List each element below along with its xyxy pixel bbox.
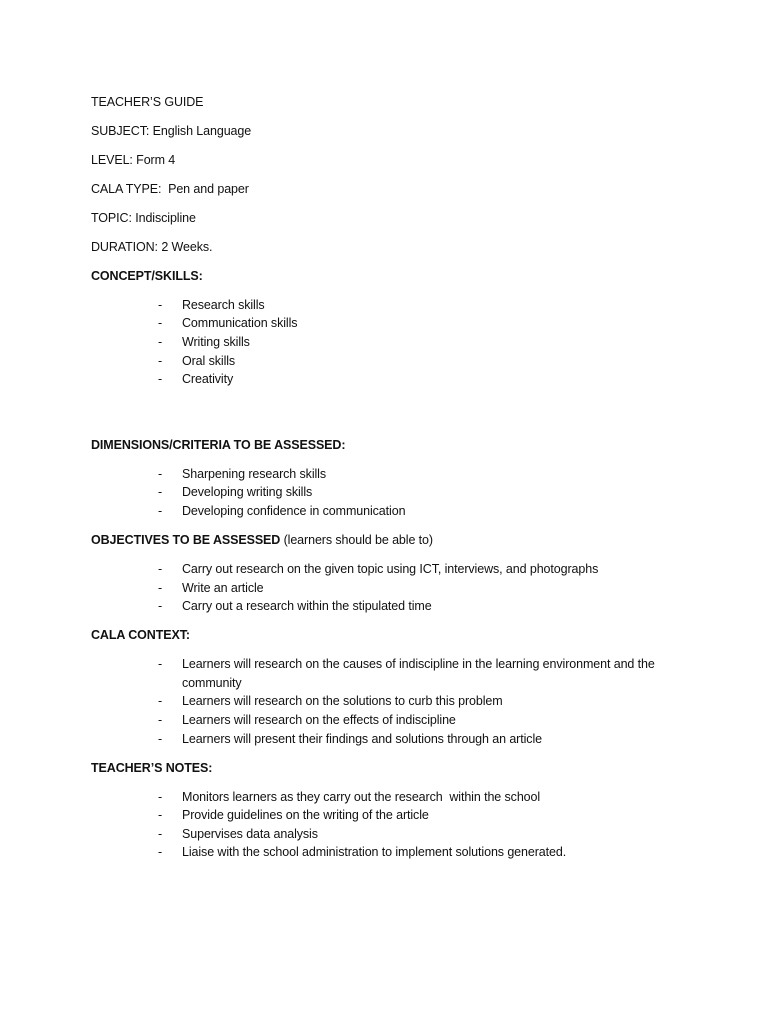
- list-dash: -: [158, 485, 163, 500]
- list-item: - Writing skills: [91, 333, 711, 352]
- document-content: [91, 93, 711, 862]
- duration-label: DURATION:: [91, 239, 158, 254]
- list-item: - Sharpening research skills: [91, 465, 711, 484]
- cala-context-heading: CALA CONTEXT:: [91, 628, 190, 643]
- level-line: [91, 151, 711, 170]
- level-label: LEVEL:: [91, 152, 133, 167]
- level-value: Form 4: [136, 152, 176, 167]
- list-dash: -: [158, 731, 163, 746]
- list-dash: -: [158, 657, 163, 672]
- list-dash: -: [158, 826, 163, 841]
- subject-value: English Language: [152, 123, 252, 138]
- list-dash: -: [158, 316, 163, 331]
- list-item: - Liaise with the school administration to implement solutions generated.: [91, 843, 711, 862]
- concept-skills-heading: CONCEPT/SKILLS:: [91, 268, 203, 283]
- list-dash: -: [158, 562, 163, 576]
- topic-label: TOPIC:: [91, 210, 132, 225]
- document-title: TEACHER’S GUIDE: [91, 95, 204, 109]
- list-item: - Research skills: [91, 296, 711, 315]
- list-dash: -: [158, 808, 163, 823]
- objectives-note: (learners should be able to): [283, 533, 433, 548]
- list-item: - Learners will research on the causes of indiscipline in the learning environment and the community: [158, 657, 655, 690]
- list-item: - Carry out research on the given topic using ICT, interviews, and photographs: [91, 560, 711, 579]
- dimensions-heading: DIMENSIONS/CRITERIA TO BE ASSESSED:: [91, 437, 346, 452]
- list-dash: -: [158, 845, 163, 860]
- list-item: - Developing writing skills: [91, 483, 711, 502]
- list-item: - Learners will research on the solutions to curb this problem: [91, 692, 711, 711]
- list-dash: -: [158, 353, 163, 368]
- concept-skills-list: [91, 296, 711, 389]
- objectives-heading: OBJECTIVES TO BE ASSESSED: [91, 533, 281, 548]
- list-dash: -: [158, 297, 163, 312]
- list-item: - Learners will research on the effects of indiscipline: [91, 711, 711, 730]
- list-item: - Developing confidence in communication: [91, 502, 711, 521]
- list-dash: -: [158, 789, 163, 804]
- list-dash: -: [158, 335, 163, 350]
- cala-type-value: Pen and paper: [168, 181, 249, 196]
- list-item: - Write an article: [91, 579, 711, 598]
- list-dash: -: [158, 712, 163, 727]
- topic-line: [91, 209, 711, 228]
- list-dash: -: [158, 466, 163, 481]
- list-item: - Communication skills: [91, 314, 711, 333]
- teachers-notes-heading: TEACHER’S NOTES:: [91, 760, 213, 775]
- list-item: - Carry out a research within the stipulated time: [91, 597, 711, 616]
- list-dash: -: [158, 599, 163, 614]
- list-dash: -: [158, 372, 163, 387]
- objectives-list: [91, 560, 711, 616]
- list-dash: -: [158, 694, 163, 709]
- teachers-notes-list: [91, 788, 711, 862]
- duration-value: 2 Weeks.: [161, 239, 213, 254]
- objectives-line: [91, 531, 711, 550]
- list-item: - Creativity: [91, 370, 711, 389]
- dimensions-list: [91, 465, 711, 521]
- list-dash: -: [158, 504, 163, 519]
- cala-type-line: [91, 180, 711, 199]
- list-dash: -: [158, 580, 163, 595]
- list-item: - Learners will present their findings and solutions through an article: [91, 730, 711, 749]
- list-item: - Oral skills: [91, 352, 711, 371]
- list-item: - Monitors learners as they carry out the research within the school: [91, 788, 711, 807]
- subject-line: [91, 122, 711, 141]
- cala-type-label: CALA TYPE:: [91, 181, 162, 196]
- list-item: - Supervises data analysis: [91, 825, 711, 844]
- list-item: - Provide guidelines on the writing of the article: [91, 806, 711, 825]
- cala-context-list: [91, 655, 711, 748]
- subject-label: SUBJECT:: [91, 123, 150, 138]
- duration-line: [91, 238, 711, 257]
- topic-value: Indiscipline: [135, 210, 196, 225]
